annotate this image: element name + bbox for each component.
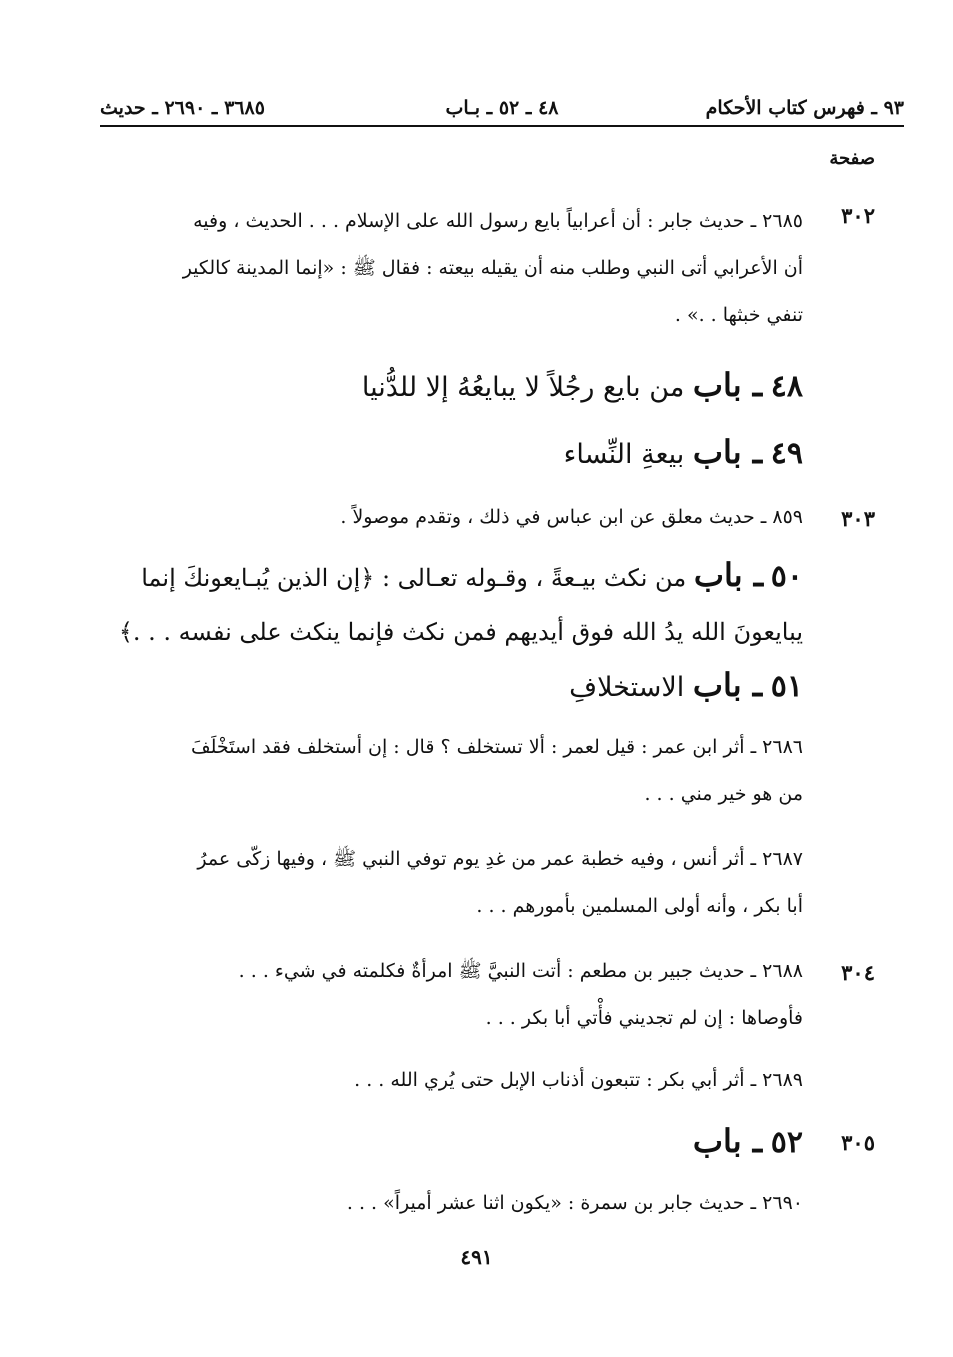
running-header <box>100 95 904 127</box>
heading-bab: ـ باب <box>692 1122 763 1160</box>
entry-line: أن الأعرابي أتى النبي وطلب منه أن يقيله بيعته : فقال ﷺ : «إنما المدينة كالكير <box>182 257 803 279</box>
entry-line: ٢٦٨٨ ـ حديث جبير بن مطعم : أتت النبيَّ ﷺ امرأةٌ فكلمته في شيء . . . <box>238 960 803 982</box>
entry-page-ref: ٣٠٢ <box>841 203 875 228</box>
header-section-range: ٤٨ ـ ٥٢ ـ بـاب <box>445 97 559 119</box>
entry-line: ٢٦٩٠ ـ حديث جابر بن سمرة : «يكون اثنا عشر أميراً» . . . <box>346 1192 803 1214</box>
heading-title: من نكث بيـعةً ، وقـوله تعـالى : ﴿إن الذين يُبـايعونكَ إنما <box>141 564 687 592</box>
chapter-heading-49 <box>564 425 803 482</box>
entry-line: أبا بكر ، وأنه أولى المسلمين بأمورهم . . . <box>476 895 803 917</box>
entry-page-ref: ٣٠٤ <box>841 960 875 985</box>
chapter-heading-48 <box>362 358 803 415</box>
chapter-heading-50 <box>98 548 803 659</box>
header-chapter-title: ٩٣ ـ فهرس كتاب الأحكام <box>705 97 904 119</box>
heading-bab: ـ باب <box>692 433 763 471</box>
heading-title: بيعةِ النِّساء <box>563 439 685 470</box>
heading-number: ٥٢ <box>770 1125 803 1160</box>
chapter-heading-52 <box>693 1114 803 1171</box>
heading-title: الاستخلافِ <box>569 672 685 703</box>
entry-line: تنفي خبثها . .» . <box>674 304 803 326</box>
entry-page-ref: ٣٠٣ <box>841 506 875 531</box>
entry-line: ٢٦٨٦ ـ أثر ابن عمر : قيل لعمر : ألا تستخلف ؟ قال : إن أستخلف فقد استَخْلَفَ <box>190 736 803 758</box>
heading-line: يبايعونَ الله يدُ الله فوق أيديهم فمن نكث فإنما ينكث على نفسه . . .﴾ <box>118 618 803 646</box>
heading-number: ٤٩ <box>770 436 803 471</box>
heading-bab: ـ باب <box>692 366 763 404</box>
heading-number: ٤٨ <box>770 369 803 404</box>
entry-line: ٢٦٨٩ ـ أثر أبي بكر : تتبعون أذناب الإبل حتى يُري الله . . . <box>354 1069 803 1091</box>
entry-line: من هو خير مني . . . <box>644 783 803 805</box>
entry-line: ٢٦٨٧ ـ أثر أنس ، وفيه خطبة عمر من غدِ يوم توفي النبي ﷺ ، وفيها زكّى عمرُ <box>197 848 803 870</box>
heading-line <box>98 548 803 605</box>
heading-number: ٥٠ <box>770 559 803 594</box>
header-hadith-range: ٣٦٨٥ ـ ٢٦٩٠ ـ حديث <box>100 97 265 119</box>
heading-number: ٥١ <box>770 669 803 704</box>
entry-859 <box>98 494 803 541</box>
heading-bab: ـ باب <box>693 556 764 594</box>
entry-2686 <box>98 724 803 818</box>
heading-bab: ـ باب <box>692 666 763 704</box>
entry-2687 <box>98 836 803 930</box>
chapter-heading-51 <box>569 658 803 715</box>
entry-2685 <box>98 198 803 339</box>
entry-line: ٨٥٩ ـ حديث معلق عن ابن عباس في ذلك ، وتقدم موصولاً . <box>340 506 803 528</box>
heading-title: من بايع رجُلاً لا يبايعُهُ إلا للدُّنيا <box>361 372 685 403</box>
entry-line: فأوصاها : إن لم تجديني فأْتي أبا بكر . . . <box>485 1007 803 1029</box>
entry-2688 <box>98 948 803 1042</box>
entry-2689 <box>98 1057 803 1104</box>
entry-page-ref: ٣٠٥ <box>841 1130 875 1155</box>
entry-line: ٢٦٨٥ ـ حديث جابر : أن أعرابياً بايع رسول الله على الإسلام . . . الحديث ، وفيه <box>193 210 803 232</box>
page-column-label: صفحة <box>829 148 875 169</box>
entry-2690 <box>98 1180 803 1227</box>
page-number: ٤٩١ <box>460 1245 493 1269</box>
